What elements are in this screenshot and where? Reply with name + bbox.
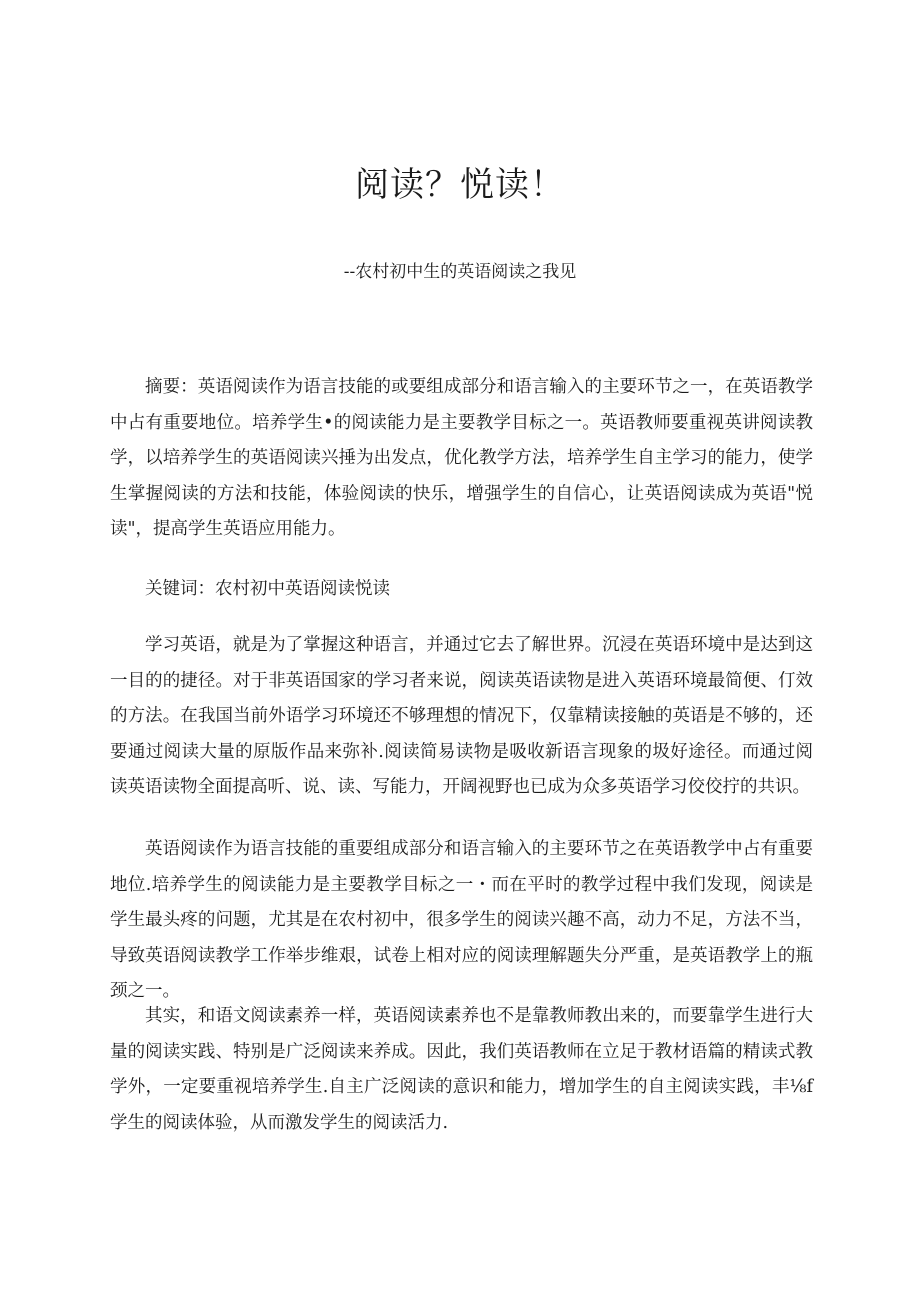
- document-subtitle: --农村初中生的英语阅读之我见: [343, 262, 577, 282]
- body-paragraph: 学习英语，就是为了掌握这种语言，并通过它去了解世界。沉浸在英语环境中是达到这一目的的捷径。对于非英语国家的学习者来说，阅读英语读物是进入英语环境最简便、仃效的方法。在我国当前外语学习环境还不够理想的情况下，仅靠精读接触的英语是不够的，还要通过阅读大量的原版作品来弥补.阅读简易读物是吸收新语言现象的圾好途径。而通过阅读英语读物全面提高听、说、读、写能力，开阔视野也已成为众多英语学习佼佼拧的共识。: [110, 635, 813, 797]
- keywords-line: 关键词：农村初中英语阅读悦读: [145, 579, 390, 599]
- body-paragraph: 其实，和语文阅读素养一样，英语阅读素养也不是靠教师教出来的，而要靠学生进行大量的阅读实践、特别是广泛阅读来养成。因此，我们英语教师在立足于教材语篇的精读式教学外，一定要重视培养学生.自主广泛阅读的意识和能力，增加学生的自主阅读实践，丰⅛f学生的阅读体验，从而激发学生的阅读活力.: [110, 1006, 813, 1133]
- document-title: 阅读？悦读！: [355, 165, 565, 205]
- abstract-paragraph: 摘要：英语阅读作为语言技能的或要组成部分和语言输入的主要环节之一，在英语教学中占有重要地位。培养学生•的阅读能力是主要教学目标之一。英语教师要重视英讲阅读教学，以培养学生的英语阅读兴捶为出发点，优化教学方法，培养学生自主学习的能力，使学生掌握阅读的方法和技能，体验阅读的快乐，增强学生的自信心，让英语阅读成为英语"悦读"，提高学生英语应用能力。: [110, 377, 813, 539]
- body-paragraph: 英语阅读作为语言技能的重要组成部分和语言输入的主要环节之在英语教学中占有重要地位.培养学生的阅读能力是主要教学目标之一・而在平时的教学过程中我们发现，阅读是学生最头疼的问题，尤其是在农村初中，很多学生的阅读兴趣不高，动力不足，方法不当，导致英语阅读教学工作举步维艰，试卷上相对应的阅读理解题失分严重，是英语教学上的瓶颈之一。: [110, 839, 813, 1001]
